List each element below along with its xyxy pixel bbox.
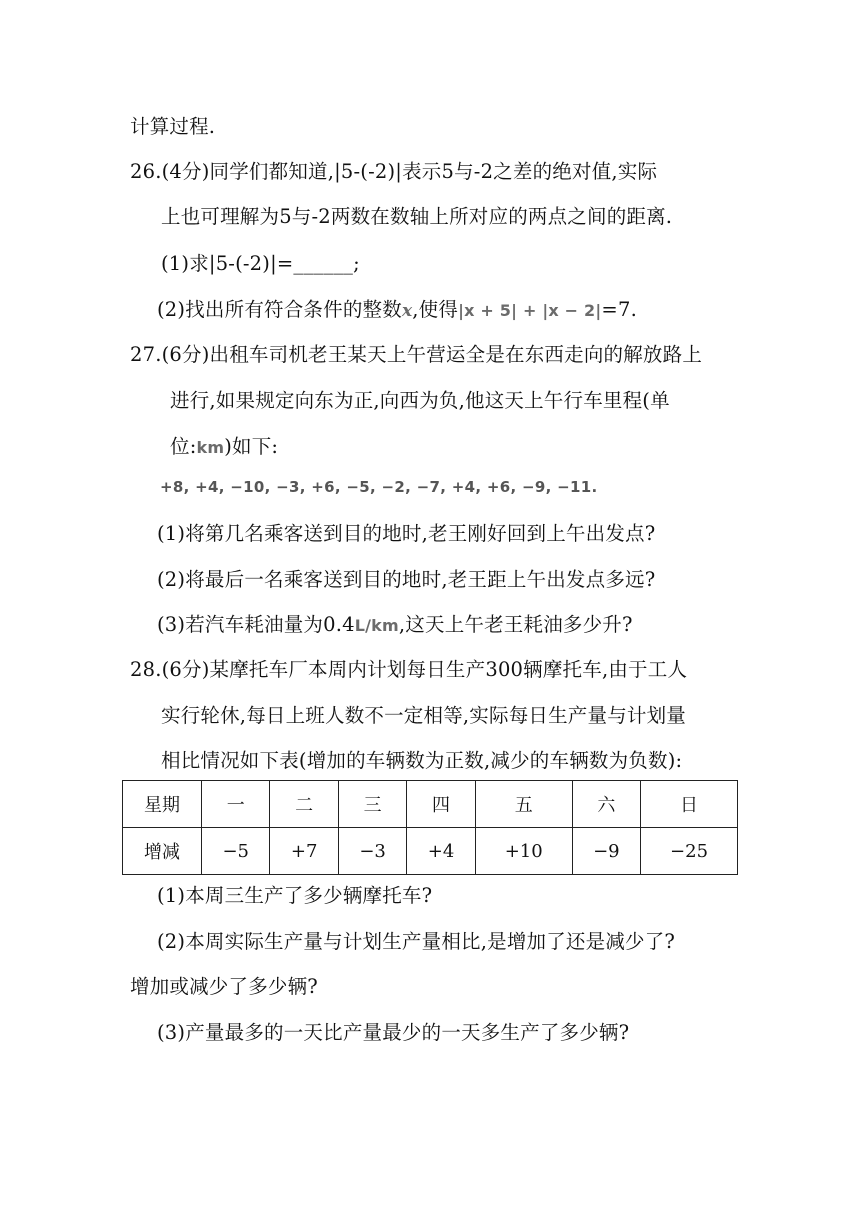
table-cell: −3	[338, 828, 406, 875]
question-26-part-2	[157, 297, 637, 324]
table-cell: 日	[641, 781, 738, 828]
table-cell: −9	[572, 828, 640, 875]
table-cell: 四	[407, 781, 475, 828]
table-row	[123, 828, 738, 875]
table-cell: −25	[641, 828, 738, 875]
unit-prefix: 位:	[170, 435, 197, 458]
unit-km: km	[196, 438, 225, 457]
question-27-part-1: (1)将第几名乘客送到目的地时,老王刚好回到上午出发点?	[157, 522, 656, 545]
question-27-stem-unit	[170, 434, 278, 461]
question-27-stem-cont: 进行,如果规定向东为正,向西为负,他这天上午行车里程(单	[170, 389, 670, 412]
question-26-part-1: (1)求|5-(-2)|=______;	[161, 252, 360, 275]
question-26-stem-cont: 上也可理解为5与-2两数在数轴上所对应的两点之间的距离.	[161, 205, 673, 228]
part-3-text-end: ,这天上午老王耗油多少升?	[398, 613, 633, 636]
table-cell: 六	[572, 781, 640, 828]
question-28-stem: 28.(6分)某摩托车厂本周内计划每日生产300辆摩托车,由于工人	[130, 658, 688, 681]
table-cell: +7	[270, 828, 338, 875]
text-line: 计算过程.	[130, 115, 216, 138]
table-cell: 五	[475, 781, 572, 828]
question-28-part-2: (2)本周实际生产量与计划生产量相比,是增加了还是减少了?	[157, 930, 676, 953]
table-cell: −5	[202, 828, 270, 875]
variable-x: x	[401, 301, 413, 321]
table-cell: +4	[407, 828, 475, 875]
table-cell: +10	[475, 828, 572, 875]
question-26-stem: 26.(4分)同学们都知道,|5-(-2)|表示5与-2之差的绝对值,实际	[130, 160, 658, 183]
unit-l-per-km: L/km	[354, 616, 399, 635]
part-2-text-end: =7.	[601, 298, 637, 321]
question-28-stem-cont: 实行轮休,每日上班人数不一定相等,实际每日生产量与计划量	[161, 704, 686, 727]
part-2-text: (2)找出所有符合条件的整数	[157, 298, 402, 321]
abs-expression: |x + 5| + |x − 2|	[458, 301, 602, 320]
table-cell: 二	[270, 781, 338, 828]
table-row	[123, 781, 738, 828]
table-header-cell: 增减	[123, 828, 202, 875]
part-2-text-mid: ,使得	[412, 298, 459, 321]
question-27-part-2: (2)将最后一名乘客送到目的地时,老王距上午出发点多远?	[157, 568, 656, 591]
question-28-part-1: (1)本周三生产了多少辆摩托车?	[157, 884, 433, 907]
table-cell: 一	[202, 781, 270, 828]
mileage-sequence: +8, +4, −10, −3, +6, −5, −2, −7, +4, +6, −9, −11.	[160, 478, 598, 496]
part-3-text: (3)若汽车耗油量为0.4	[157, 613, 355, 636]
table-header-cell: 星期	[123, 781, 202, 828]
question-28-part-2-cont: 增加或减少了多少辆?	[130, 975, 318, 998]
table-cell: 三	[338, 781, 406, 828]
unit-suffix: )如下:	[224, 435, 279, 458]
question-28-stem-cont2: 相比情况如下表(增加的车辆数为正数,减少的车辆数为负数):	[161, 749, 683, 772]
production-table	[122, 780, 738, 875]
question-27-stem: 27.(6分)出租车司机老王某天上午营运全是在东西走向的解放路上	[130, 343, 703, 366]
question-28-part-3: (3)产量最多的一天比产量最少的一天多生产了多少辆?	[157, 1021, 630, 1044]
question-27-part-3	[157, 612, 633, 639]
